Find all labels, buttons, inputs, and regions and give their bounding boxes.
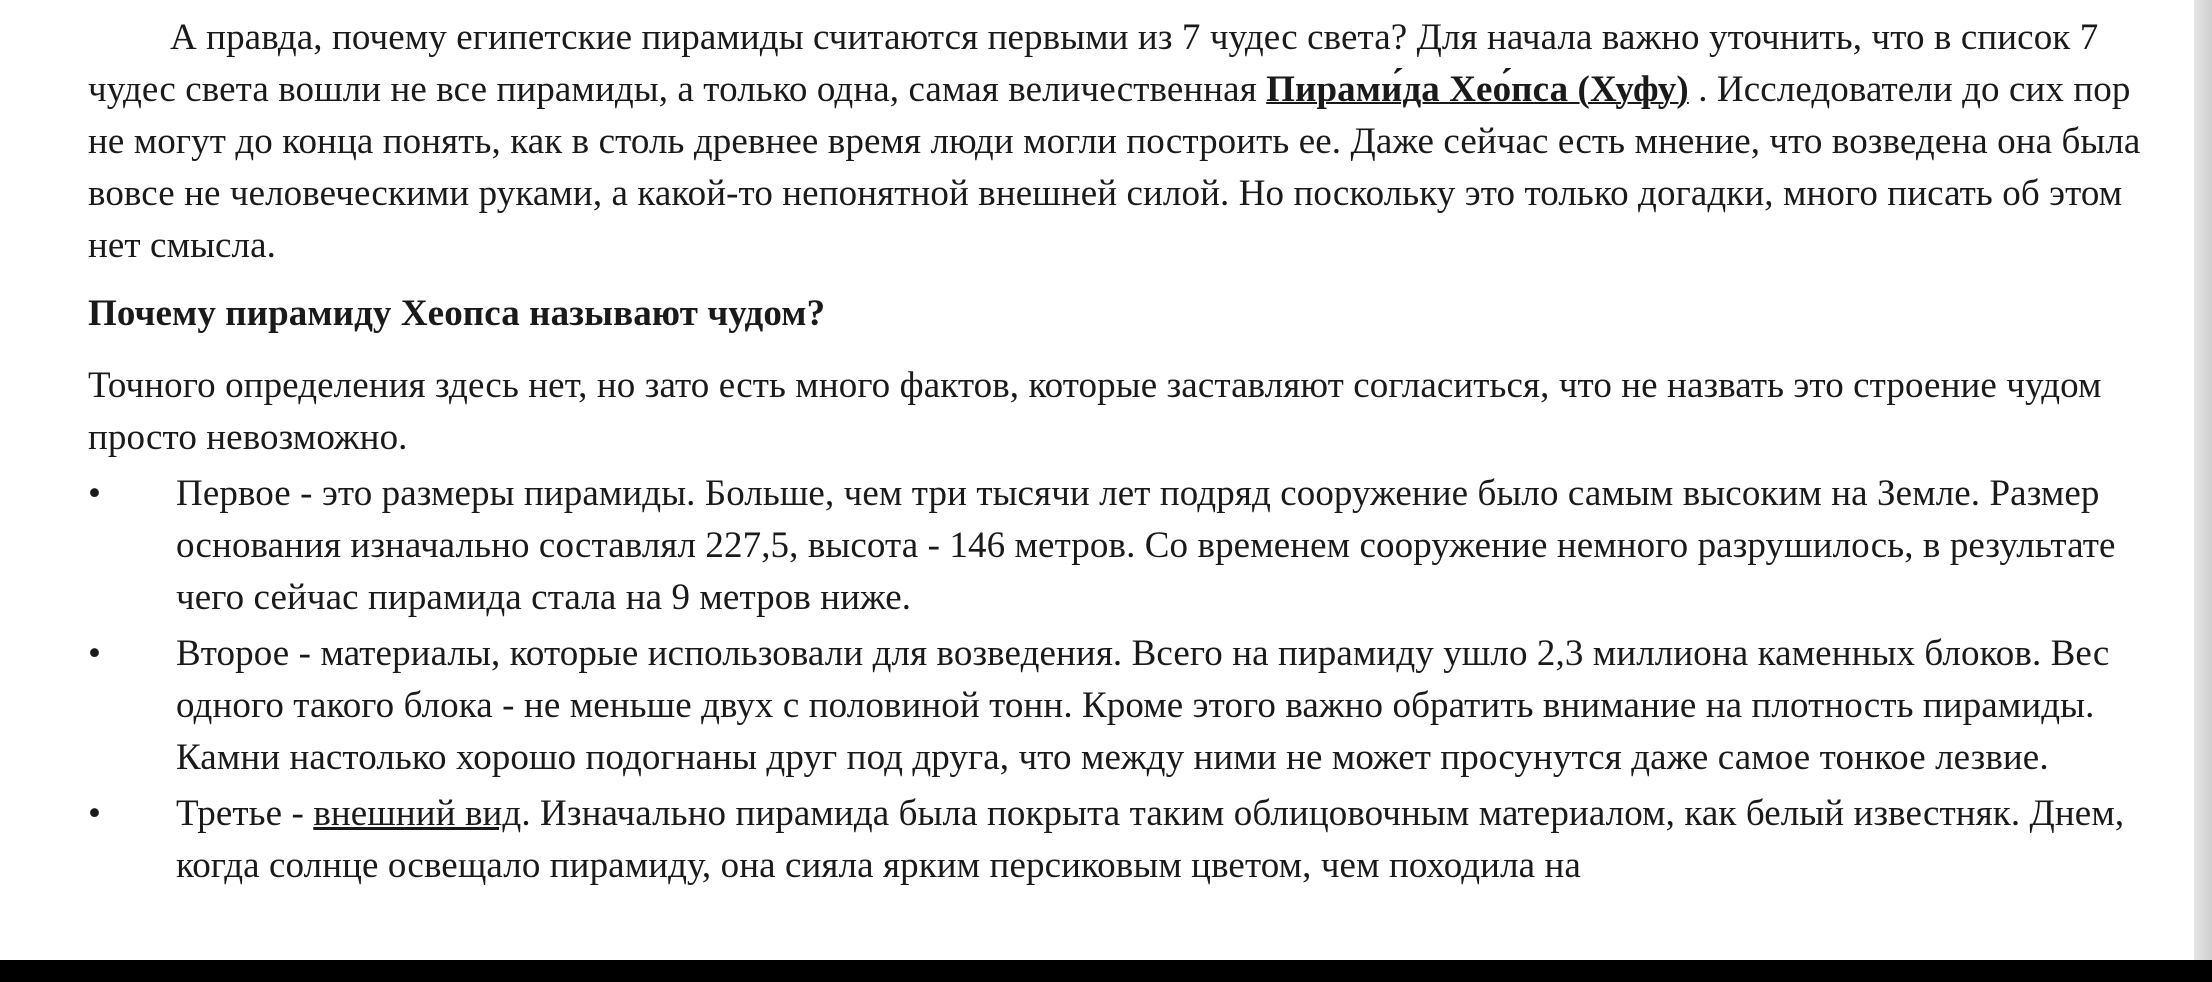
intro-text-after: . Исследователи до сих пор не могут до конца понять, как в столь древнее время люди могли построить ее. Даже сейчас есть мнение, что возведена она была вовсе не человеческими руками, а какой-то непонятной внешней силой. Но поскольку это только догадки, много писать об этом нет смысла. [88,69,2141,266]
window-bottom-edge [0,960,2212,982]
bullet-icon [88,788,176,840]
bullet-icon [88,628,176,680]
document-body [88,12,2168,892]
facts-list [88,468,2168,892]
list-item-text: . Изначально пирамида была покрыта таким облицовочным материалом, как белый известняк. Днем, когда солнце освещало пирамиду, она сияла ярким персиковым цветом, чем походила на [176,793,2125,886]
intro-text-before: А правда, почему египетские пирамиды считаются первыми из 7 чудес света? Для начала важно уточнить, что в список 7 чудес света вошли не все пирамиды, а только одна, самая величественная [88,17,2099,110]
list-item-text: Второе - материалы, которые использовали для возведения. Всего на пирамиду ушло 2,3 миллиона каменных блоков. Вес одного такого блока - не меньше двух с половиной тонн. Кроме этого важно обратить внимание на плотность пирамиды. Камни настолько хорошо подогнаны друг под друга, что между ними не может просунутся даже самое тонкое лезвие. [176,633,2110,778]
section-paragraph: Точного определения здесь нет, но зато есть много фактов, которые заставляют согласиться, что не назвать это строение чудом просто невозможно. [88,365,2102,458]
intro-paragraph [88,12,2168,272]
list-item-prefix: Третье - [176,793,314,834]
list-item [88,788,2168,892]
list-item-text: Первое - это размеры пирамиды. Больше, чем три тысячи лет подряд сооружение было самым высоким на Земле. Размер основания изначально составлял 227,5, высота - 146 метров. Со временем сооружение немного разрушилось, в результате чего сейчас пирамида стала на 9 метров ниже. [176,473,2116,618]
appearance-link[interactable]: внешний вид [313,793,522,834]
section-heading: Почему пирамиду Хеопса называют чудом? [88,293,826,334]
window-edge [2194,0,2212,982]
list-item [88,628,2168,784]
pyramid-link[interactable]: Пирами́да Хео́пса (Хуфу) [1266,69,1689,110]
list-item [88,468,2168,624]
bullet-icon [88,468,176,520]
